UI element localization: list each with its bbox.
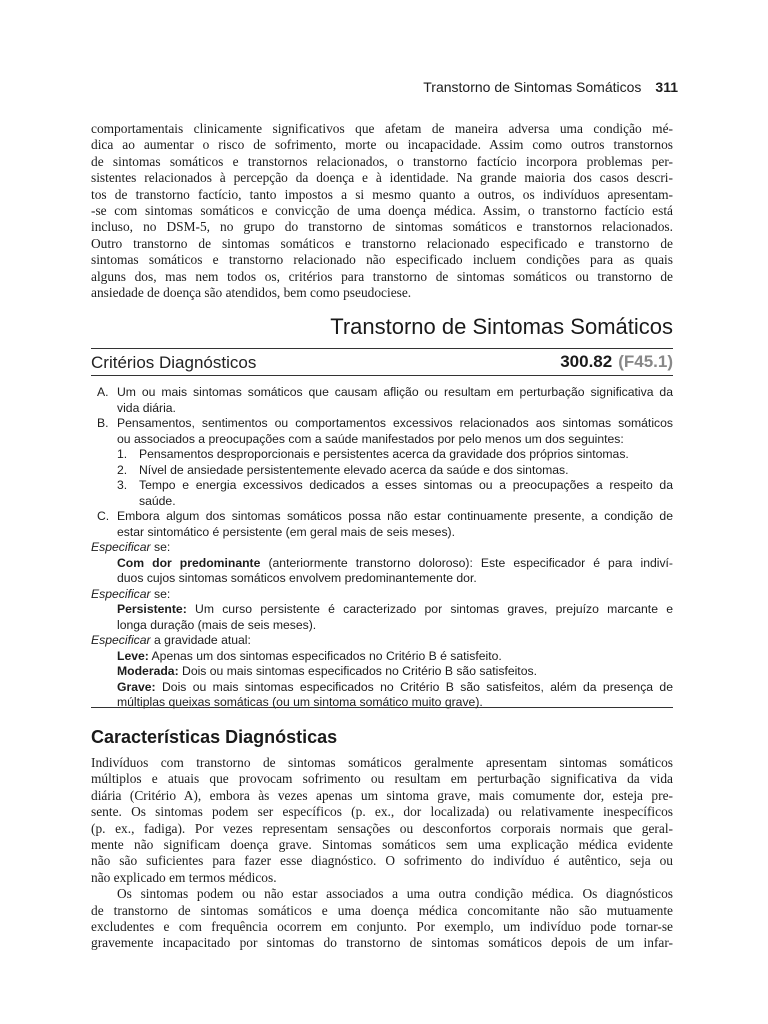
item-marker: 3. [117,478,128,492]
severity-moderate [91,664,673,680]
criteria-bottom-rule [91,707,673,708]
features-line: não explicado em termos médicos. [91,869,277,885]
criterion-b [91,416,673,432]
severity-text: múltiplas queixas somáticas (ou um sintoma somático muito grave). [117,695,483,709]
criteria-header-bar [91,348,673,376]
severity-text: Dois ou mais sintomas especificados no Critério B são satisfeitos, além da presença de [155,679,673,694]
features-line: mente não significam doença grave. Sintomas somáticos sem uma explicação médica evidente [91,837,673,853]
intro-line: de sintomas somáticos e transtornos relacionados, o transtorno factício incorpora problemas per- [91,153,673,169]
features-line: múltiplos e atuais que provocam sofrimento ou resultam em perturbação significativa da vida [91,771,673,787]
page-number: 311 [655,79,678,95]
criterion-b-item-3-cont [91,494,673,510]
features-line: (p. ex., fadiga). Por vezes representam sensações ou desconfortos corporais normais que geral- [91,820,673,836]
intro-paragraph [91,121,673,301]
intro-line: alguns dos, mas nem todos os, critérios para transtorno de sintomas somáticos ou transtorno de [91,268,673,284]
item-marker: 1. [117,447,128,461]
specifier-subtype [91,540,673,556]
intro-line: Outro transtorno de sintomas somáticos e transtorno relacionado especificado e transtorno de [91,235,673,251]
specify-rest: se: [150,540,171,554]
criterion-marker: B. [97,416,109,430]
specifier-bold: Persistente: [117,602,187,616]
item-line: saúde. [139,493,176,508]
criterion-line: Um ou mais sintomas somáticos que causam aflição ou resultam em perturbação significativa da [117,385,673,399]
specifier-course [91,587,673,603]
dsm-code: 300.82 [560,352,613,371]
criterion-b-item-2 [91,463,673,479]
icd-code: (F45.1) [618,352,673,371]
specify-word: Especificar [91,540,151,554]
item-line: Tempo e energia excessivos dedicados a esses sintomas ou a preocupações a respeito da [139,478,673,492]
criterion-b-cont [91,432,673,448]
severity-bold: Moderada: [117,664,179,678]
diagnostic-code [560,352,673,372]
features-line: excludentes e com frequência ocorrem em conjunto. Por exemplo, um indivíduo pode tornar-se [91,919,673,935]
criterion-line: estar sintomático é persistente (em geral mais de seis meses). [117,524,455,539]
features-heading: Características Diagnósticas [91,727,338,747]
specify-rest: a gravidade atual: [150,633,251,647]
intro-line: ansiedade de doença são atendidos, bem como pseudociese. [91,285,412,301]
item-line: Nível de ansiedade persistentemente elevado acerca da saúde e dos sintomas. [139,462,569,477]
criterion-b-item-3 [91,478,673,494]
features-line: gravemente incapacitado por sintomas do transtorno de sintomas somáticos depois de um infar- [91,935,673,951]
features-line: diária (Critério A), embora às vezes apenas um sintoma grave, mais comumente dor, esteja pre- [91,787,673,803]
criterion-marker: C. [97,509,110,523]
specifier-pain [91,556,673,572]
specifier-persistent-cont [91,618,673,634]
item-marker: 2. [117,462,128,477]
section-title: Transtorno de Sintomas Somáticos [330,314,673,339]
severity-bold: Leve: [117,648,149,663]
running-head [423,79,678,95]
intro-line: sintomas somáticos e transtorno relacionado não especificado incluem condições para as quais [91,252,673,268]
severity-mild [91,649,673,665]
intro-line: comportamentais clinicamente significativos que afetam de maneira adversa uma condição mé- [91,121,673,136]
intro-line: incluso, no DSM-5, no grupo do transtorno de sintomas somáticos e transtornos relacionados. [91,219,673,235]
features-line: de transtorno de sintomas somáticos e uma doença médica concomitante não são mutuamente [91,902,673,918]
specifier-persistent [91,602,673,618]
severity-text: Apenas um dos sintomas especificados no Critério B é satisfeito. [148,648,502,663]
item-line: Pensamentos desproporcionais e persistentes acerca da gravidade dos próprios sintomas. [139,447,629,461]
specifier-text: longa duração (mais de seis meses). [117,617,317,632]
criterion-a-cont [91,401,673,417]
criterion-line: vida diária. [117,400,176,415]
features-line: Indivíduos com transtorno de sintomas somáticos geralmente apresentam sintomas somáticos [91,755,673,770]
specifier-pain-cont [91,571,673,587]
specifier-text: Um curso persistente é caracterizado por sintomas graves, prejuízo marcante e [186,602,673,616]
criterion-marker: A. [97,385,109,399]
criteria-label: Critérios Diagnósticos [91,353,257,372]
intro-line: dica ao aumentar o risco de sofrimento, morte ou incapacidade. Assim como outros transtornos [91,137,673,153]
severity-severe-cont [91,695,673,711]
intro-line: -se com sintomas somáticos e convicção de uma doença médica. Assim, o transtorno factício está [91,203,673,219]
criterion-c [91,509,673,525]
specifier-text: (anteriormente transtorno doloroso): Este especificador é para indiví- [260,555,673,570]
features-line: Os sintomas podem ou não estar associados a uma outra condição médica. Os diagnósticos [117,886,673,902]
features-body [91,755,673,952]
specify-word: Especificar [91,586,151,601]
criterion-line: ou associados a preocupações com a saúde manifestados por pelo menos um dos seguintes: [117,431,624,446]
criterion-c-cont [91,525,673,541]
specifier-severity [91,633,673,649]
specify-rest: se: [150,586,171,601]
criterion-line: Pensamentos, sentimentos ou comportamentos excessivos relacionados aos sintomas somáticos [117,416,673,430]
criterion-line: Embora algum dos sintomas somáticos possa não estar continuamente presente, a condição de [117,509,673,523]
running-title: Transtorno de Sintomas Somáticos [423,79,642,95]
severity-text: Dois ou mais sintomas especificados no Critério B são satisfeitos. [178,664,537,678]
severity-severe [91,680,673,696]
features-line: não são suficientes para fazer esse diagnóstico. O sofrimento do indivíduo é autêntico, seja ou [91,853,673,869]
specifier-text: duos cujos sintomas somáticos envolvem predominantemente dor. [117,571,477,585]
severity-bold: Grave: [117,679,156,694]
intro-line: sistentes relacionados à percepção da doença e à identidade. Na grande maioria dos casos descri- [91,170,673,186]
criteria-list [91,385,673,711]
criterion-a [91,385,673,401]
features-line: sente. Os sintomas podem ser específicos (p. ex., dor localizada) ou relativamente inespecíficos [91,804,673,820]
criterion-b-item-1 [91,447,673,463]
specifier-bold: Com dor predominante [117,555,261,570]
specify-word: Especificar [91,633,151,647]
intro-line: tos de transtorno factício, tanto impostos a si mesmo quanto a outros, os indivíduos apresentam- [91,186,673,202]
